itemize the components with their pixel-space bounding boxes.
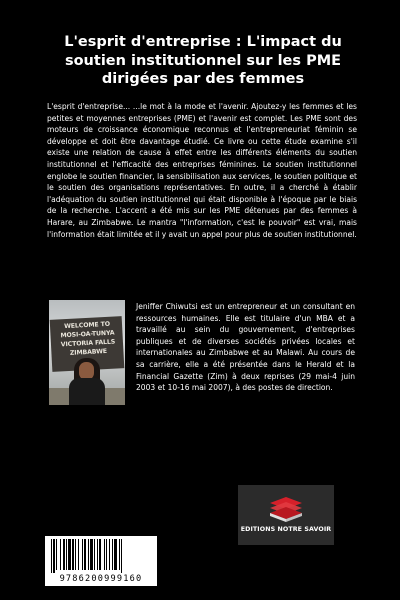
barcode-bar xyxy=(51,539,52,573)
barcode-bar xyxy=(97,539,98,570)
isbn-barcode xyxy=(45,536,157,586)
barcode-bar xyxy=(121,539,122,573)
barcode-bar xyxy=(119,539,120,570)
barcode-bar xyxy=(99,539,101,570)
publisher-logo-icon xyxy=(268,493,304,523)
barcode-bar xyxy=(53,539,55,573)
barcode-bar xyxy=(106,539,107,570)
publisher-logo-block xyxy=(238,485,334,545)
isbn-number: 9786200999160 xyxy=(59,574,143,584)
book-title: L'esprit d'entreprise : L'impact du soutien institutionnel sur les PME dirigées par des femmes xyxy=(64,34,342,87)
barcode-bar xyxy=(63,539,65,570)
author-photo xyxy=(49,300,125,405)
barcode-bar xyxy=(109,539,110,570)
author-figure-body xyxy=(69,378,105,405)
barcode-bars xyxy=(49,539,153,573)
photo-sign-line: MOSI-OA-TUNYA xyxy=(60,329,115,340)
photo-sign-line: VICTORIA FALLS xyxy=(60,338,116,349)
barcode-bar xyxy=(112,539,113,570)
barcode-bar xyxy=(104,539,105,570)
barcode-bar xyxy=(68,539,71,570)
barcode-bar xyxy=(88,539,89,570)
barcode-bar xyxy=(114,539,117,570)
barcode-bar xyxy=(72,539,74,570)
photo-sign-line: ZIMBABWE xyxy=(69,347,108,357)
barcode-bar xyxy=(78,539,79,570)
barcode-bar xyxy=(75,539,76,570)
barcode-bar xyxy=(90,539,93,570)
author-bio: Jeniffer Chiwutsi est un entrepreneur et un consultant en ressources humaines. Elle est titulaire d'un MBA et a travaillé au sein du gouvernement, d'entreprises publiques et de diverses sociétés privées locales et internationales au Zimbabwe et au Malawi. Au cours de sa carrière, elle a été présentée dans le Herald et la Financial Gazette (Zim) à deux reprises (29 mai-4 juin 2003 et 10-16 mai 2007), à des postes de direction. xyxy=(136,302,355,393)
barcode-bar xyxy=(84,539,86,570)
publisher-name: EDITIONS NOTRE SAVOIR xyxy=(240,526,332,533)
barcode-bar xyxy=(66,539,67,570)
barcode-bar xyxy=(60,539,61,570)
photo-sign-line: WELCOME TO xyxy=(63,320,111,331)
barcode-bar xyxy=(94,539,95,570)
barcode-bar xyxy=(82,539,83,570)
barcode-bar xyxy=(56,539,57,570)
book-blurb: L'esprit d'entreprise... ...le mot à la mode et l'avenir. Ajoutez-y les femmes et les petites et moyennes entreprises (PME) et l'avenir est complet. Les PME sont des moteurs de croissance économique reconnus et l'entrepreneuriat féminin se développe et doit être davantage étudié. Ce livre ou cette étude examine s'il existe une relation de cause à effet entre les différents éléments du soutien institutionnel et l'efficacité des entreprises féminines. Le soutien institutionnel englobe le soutien financier, la sensibilisation aux services, le soutien politique et le soutien des organisations représentatives. En outre, il a cherché à établir l'adéquation du soutien institutionnel qui était disponible à l'époque par le biais de la recherche. L'accent a été mis sur les PME détenues par des femmes à Harare, au Zimbabwe. Le mantra "l'information, c'est le pouvoir" est vrai, mais l'information était limitée et il y avait un appel pour plus de soutien institutionnel. xyxy=(47,102,357,239)
